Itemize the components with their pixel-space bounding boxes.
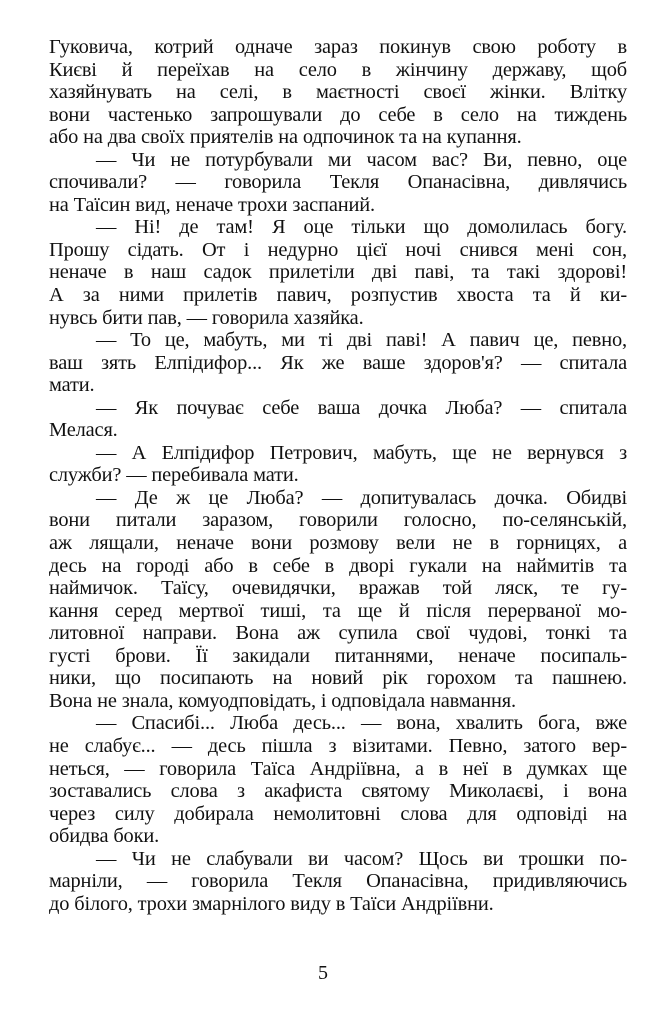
text-line: густі брови. Її закидали питаннями, неначе посипаль-: [49, 644, 627, 667]
text-line: не слабує... — десь пішла з візитами. Певно, затого вер-: [49, 734, 627, 757]
text-line: Вона не знала, комуодповідать, і одповідала навмання.: [49, 689, 516, 712]
text-line: ваш зять Елпідифор... Як же ваше здоров'я? — спитала: [49, 351, 627, 374]
text-line: аж лящали, неначе вони розмову вели не в горницях, а: [49, 532, 627, 555]
text-line: — А Елпідифор Петрович, мабуть, ще не вернувся з: [96, 441, 627, 464]
text-line: — То це, мабуть, ми ті дві паві! А павич це, певно,: [96, 329, 627, 352]
text-line: служби? — перебивала мати.: [49, 464, 299, 487]
text-line: вони питали заразом, говорили голосно, по-селянській,: [49, 509, 627, 532]
text-line: Гуковича, котрий одначе зараз покинув свою роботу в: [49, 36, 627, 58]
text-line: вони частенько запрошували до себе в село на тиждень: [49, 103, 627, 126]
text-line: литовної направи. Вона аж супила свої чудові, тонкі та: [49, 622, 627, 645]
text-line: кання серед мертвої тиші, та ще й після перерваної мо-: [49, 599, 627, 622]
text-line: десь на городі або в себе в дворі гукали на наймитів та: [49, 554, 627, 577]
text-line: — Як почуває себе ваша дочка Люба? — спитала: [96, 396, 627, 419]
page-body: [49, 36, 627, 915]
text-line: мати.: [49, 374, 95, 397]
text-line: наймичок. Таїсу, очевидячки, вражав той ляск, те гу-: [49, 577, 627, 600]
text-line: обидва боки.: [49, 825, 160, 848]
page-number: 5: [318, 962, 328, 984]
text-line: неться, — говорила Таїса Андріївна, а в неї в думках ще: [49, 757, 627, 780]
text-line: А за ними прилетів павич, розпустив хвоста та й ки-: [49, 284, 627, 307]
text-line: — Де ж це Люба? — допитувалась дочка. Обидві: [96, 486, 627, 509]
text-line: Києві й переїхав на село в жінчину державу, щоб: [49, 58, 627, 81]
text-line: нувсь бити пав, — говорила хазяйка.: [49, 306, 364, 329]
text-line: зоставались слова з акафиста святому Миколаєві, і вона: [49, 780, 627, 803]
text-line: хазяйнувать на селі, в маєтності своєї жінки. Влітку: [49, 81, 627, 104]
text-line: — Чи не слабували ви часом? Щось ви трошки по-: [96, 847, 627, 870]
text-line: спочивали? — говорила Текля Опанасівна, дивлячись: [49, 171, 627, 194]
text-line: — Ні! де там! Я оце тільки що домолилась богу.: [96, 216, 627, 239]
text-line: марніли, — говорила Текля Опанасівна, придивляючись: [49, 870, 627, 893]
text-line: до білого, трохи змарнілого виду в Таїси Андріївни.: [49, 892, 494, 915]
text-line: або на два своїх приятелів на одпочинок та на купання.: [49, 126, 522, 149]
text-line: — Спасибі... Люба десь... — вона, хвалить бога, вже: [96, 712, 627, 735]
text-line: — Чи не потурбували ми часом вас? Ви, певно, оце: [96, 148, 627, 171]
text-line: Мелася.: [49, 419, 118, 442]
text-line: Прошу сідать. От і недурно цієї ночі снився мені сон,: [49, 238, 627, 261]
text-line: ники, що посипають на новий рік горохом та пашнею.: [49, 667, 627, 690]
text-line: неначе в наш садок прилетіли дві паві, та такі здорові!: [49, 261, 627, 284]
text-line: через силу добирала немолитовні слова для одповіді на: [49, 802, 627, 825]
text-line: на Таїсин вид, неначе трохи заспаний.: [49, 193, 375, 216]
